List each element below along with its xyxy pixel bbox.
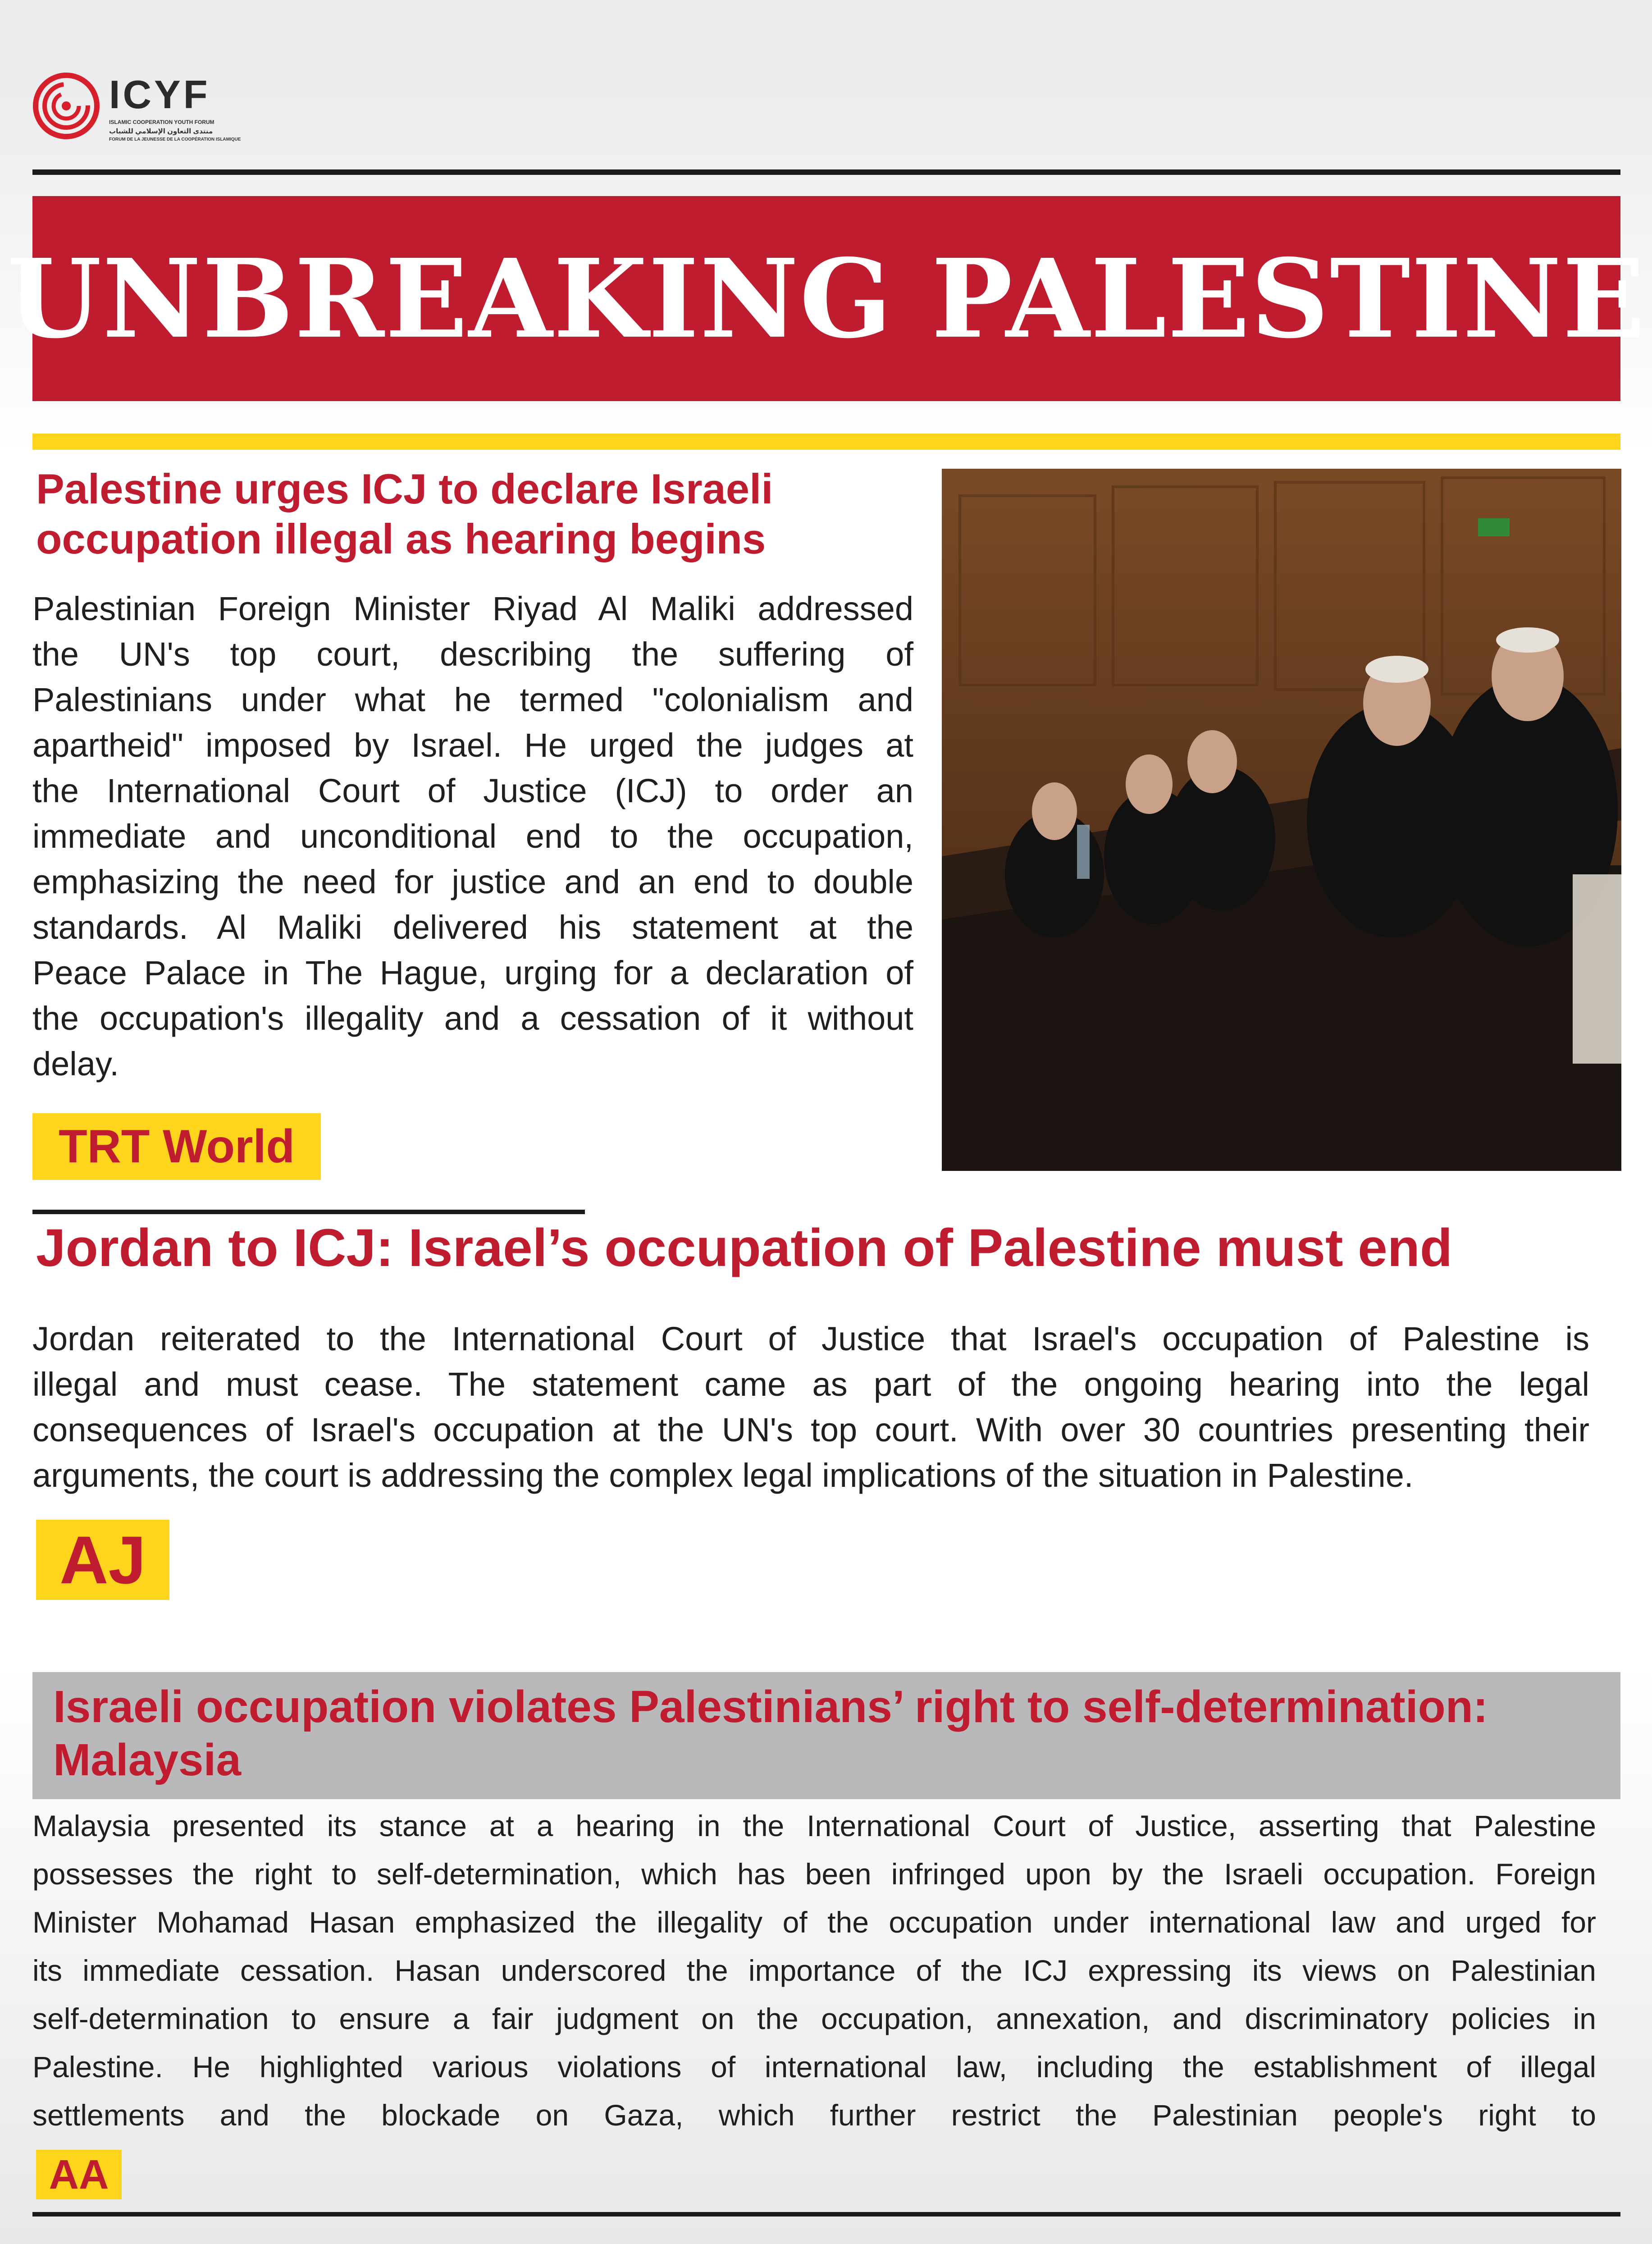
article-3-body (32, 1802, 1596, 2139)
article-3-body-line: Minister Mohamad Hasan emphasized the illegality of the occupation under international law and urged for (32, 1906, 1596, 1939)
logo-subtitle-ar: منتدى التعاون الإسلامي للشباب (109, 128, 213, 135)
article-1-body-line: apartheid" imposed by Israel. He urged the judges at (32, 727, 913, 764)
article-2-divider (32, 1210, 585, 1214)
article-1-body-line: Palestinians under what he termed "colonialism and (32, 681, 913, 718)
article-3-headline (53, 1680, 1488, 1787)
article-1-headline-line-1: Palestine urges ICJ to declare Israeli (36, 465, 773, 512)
article-3-body-line: Palestine. He highlighted various violations of international law, including the establishment of illegal (32, 2050, 1596, 2084)
article-2-body (32, 1316, 1589, 1498)
article-3-body-line: possesses the right to self-determination, which has been infringed upon by the Israeli occupation. Foreign (32, 1857, 1596, 1891)
article-1-body-line: immediate and unconditional end to the occupation, (32, 818, 913, 855)
article-1-body-line: standards. Al Maliki delivered his statement at the (32, 909, 913, 946)
article-1-body-line: Peace Palace in The Hague, urging for a declaration of (32, 954, 913, 992)
article-1-headline (36, 464, 773, 564)
article-2-body-line: Jordan reiterated to the International Court of Justice that Israel's occupation of Palestine is (32, 1320, 1589, 1357)
logo-subtitle-en: ISLAMIC COOPERATION YOUTH FORUM (109, 119, 214, 125)
article-3-headline-line-1: Israeli occupation violates Palestinians’ right to self-determination: (53, 1682, 1488, 1732)
icyf-logo (32, 72, 241, 149)
article-3-body-line: self-determination to ensure a fair judgment on the occupation, annexation, and discriminatory policies in (32, 2002, 1596, 2035)
article-3-body-line: its immediate cessation. Hasan underscored the importance of the ICJ expressing its views on Palestinian (32, 1954, 1596, 1987)
article-3-headline-line-2: Malaysia (53, 1735, 241, 1785)
article-1-body-line: the International Court of Justice (ICJ) to order an (32, 772, 913, 809)
title-banner (7, 196, 1646, 401)
icj-hearing-photo (942, 469, 1621, 1171)
article-2-body-line: arguments, the court is addressing the complex legal implications of the situation in Palestine. (32, 1457, 1414, 1494)
article-1-body-line: Palestinian Foreign Minister Riyad Al Maliki addressed (32, 590, 913, 627)
icyf-logo-icon (32, 72, 100, 140)
bottom-divider (32, 2212, 1620, 2217)
article-2-headline: Jordan to ICJ: Israel’s occupation of Palestine must end (36, 1218, 1452, 1278)
yellow-divider (32, 434, 1620, 450)
article-3-body-line: Malaysia presented its stance at a hearing in the International Court of Justice, asserting that Palestine (32, 1809, 1596, 1842)
article-1-body (32, 586, 913, 1087)
page-title: UNBREAKING PALESTINE (7, 235, 1646, 362)
article-1-body-line: the UN's top court, describing the suffering of (32, 635, 913, 673)
article-1-body-line: the occupation's illegality and a cessation of it without (32, 1000, 913, 1037)
article-1-body-line: delay. (32, 1045, 119, 1083)
logo-wordmark: ICYF (109, 72, 210, 117)
article-1-body-line: emphasizing the need for justice and an end to double (32, 863, 913, 900)
logo-subtitle-fr: FORUM DE LA JEUNESSE DE LA COOPÉRATION ISLAMIQUE (109, 137, 241, 142)
top-divider (32, 169, 1620, 175)
article-3-body-line: settlements and the blockade on Gaza, which further restrict the Palestinian people's right to (32, 2098, 1596, 2132)
article-1-headline-line-2: occupation illegal as hearing begins (36, 515, 766, 562)
article-2-body-line: consequences of Israel's occupation at the UN's top court. With over 30 countries presenting their (32, 1411, 1589, 1449)
article-3-source-badge: AA (36, 2150, 122, 2199)
article-1-source-badge: TRT World (32, 1113, 321, 1180)
article-2-source-badge: AJ (36, 1520, 169, 1600)
article-2-body-line: illegal and must cease. The statement came as part of the ongoing hearing into the legal (32, 1366, 1589, 1403)
